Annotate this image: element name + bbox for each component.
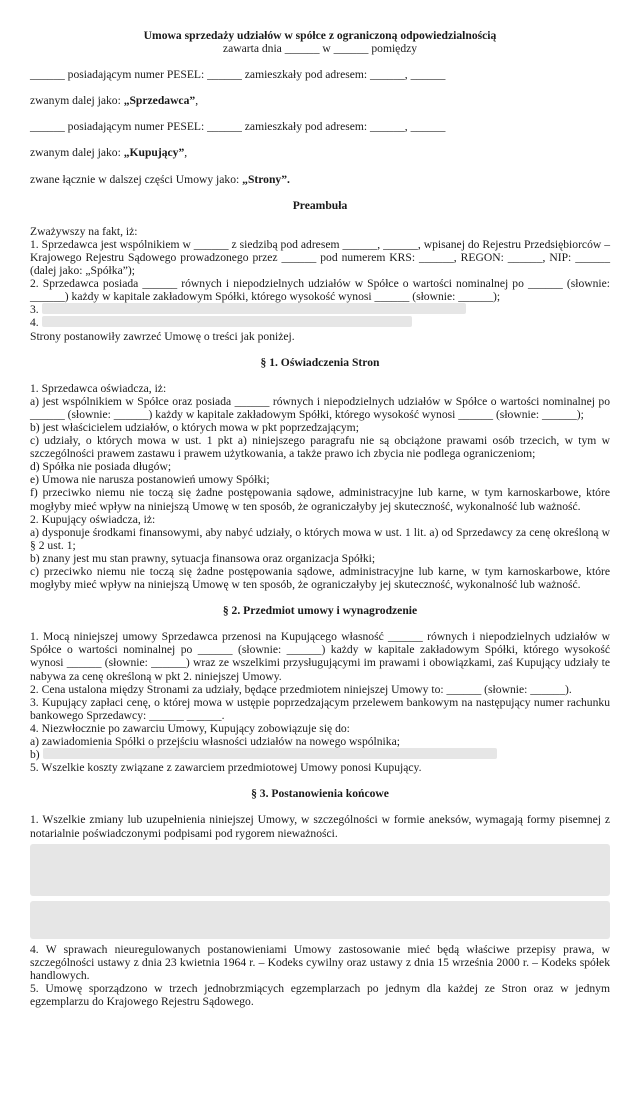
- section-1-body: [30, 382, 610, 592]
- section-3-body: [30, 813, 610, 1008]
- section-2-line: 1. Mocą niniejszej umowy Sprzedawca przenosi na Kupującego własność ______ równych i niepodzielnych udziałów w Spółce o wartości nominalnej po ______ (słownie: ______) każdy w kapitale zakładowym Spółki, którego wysokość wynosi ______ (słownie: ______) wraz ze wszelkimi przysługującymi im prawami i obowiązkami, zaś Kupujący udziały te nabywa za cenę określoną w pkt 2. niniejszej Umowy.: [30, 630, 610, 683]
- section-1-line: b) znany jest mu stan prawny, sytuacja finansowa oraz organizacja Spółki;: [30, 551, 376, 565]
- buyer-details: ______ posiadającym numer PESEL: ______ zamieszkały pod adresem: ______, ______: [30, 120, 446, 134]
- section-2-heading: § 2. Przedmiot umowy i wynagrodzenie: [222, 604, 418, 618]
- seller-designation: zwanym dalej jako: „Sprzedawca”,: [30, 94, 199, 108]
- buyer-designation: zwanym dalej jako: „Kupujący”,: [30, 146, 188, 160]
- section-1-line: a) jest wspólnikiem w Spółce oraz posiada ______ równych i niepodzielnych udziałów w Spółce o wartości nominalnej po ______ (słownie: ______) każdy w kapitale zakładowym Spółki, którego wysokość wynosi ______ (słownie: ______);: [30, 394, 610, 421]
- redacted-block: [30, 901, 610, 939]
- section-1-line: c) udziały, o których mowa w ust. 1 pkt a) niniejszego paragrafu nie są obciążone prawami osób trzecich, w tym w szczególności prawem zastawu i prawem użytkowania, a także prawo ich zbycia nie podlega ograniczeniom;: [30, 434, 610, 461]
- redacted-text: [42, 303, 466, 314]
- section-1-line: e) Umowa nie narusza postanowień umowy Spółki;: [30, 473, 270, 487]
- section-2-line: 3. Kupujący zapłaci cenę, o której mowa w ustępie poprzedzającym przelewem bankowym na następujący numer rachunku bankowego Sprzedawcy: ______ ______.: [30, 695, 610, 722]
- preamble-item-1: 1. Sprzedawca jest wspólnikiem w ______ z siedzibą pod adresem ______, ______, wpisanej do Rejestru Przedsiębiorców – Krajowego Rejestru Sądowego prowadzonego przez ______ pod numerem KRS: ______, REGON: ______, NIP: ______ (dalej jako: „Spółka”);: [30, 237, 610, 278]
- document-subtitle: zawarta dnia ______ w ______ pomiędzy: [222, 42, 418, 56]
- section-1-line: a) dysponuje środkami finansowymi, aby nabyć udziały, o których mowa w ust. 1 lit. a) od Sprzedawcy za cenę określoną w § 2 ust. 1;: [30, 525, 610, 552]
- preamble-item-3: 3.: [30, 303, 610, 316]
- seller-details: ______ posiadającym numer PESEL: ______ zamieszkały pod adresem: ______, ______: [30, 68, 446, 82]
- redacted-text: [42, 316, 412, 327]
- redacted-text: [43, 748, 497, 759]
- section-2-body: [30, 630, 610, 774]
- parties-designation: zwane łącznie w dalszej części Umowy jako: „Strony”.: [30, 172, 290, 186]
- section-1-line: d) Spółka nie posiada długów;: [30, 460, 172, 474]
- section-1-line: 1. Sprzedawca oświadcza, iż:: [30, 381, 167, 395]
- section-2-line: 2. Cena ustalona między Stronami za udziały, będące przedmiotem niniejszej Umowy to: ______ (słownie: ______).: [30, 682, 572, 696]
- document-title: Umowa sprzedaży udziałów w spółce z ograniczoną odpowiedzialnością: [143, 29, 497, 42]
- preamble-heading: Preambuła: [292, 198, 348, 212]
- preamble-item-4: 4.: [30, 316, 610, 329]
- section-3-line: 1. Wszelkie zmiany lub uzupełnienia niniejszej Umowy, w szczególności w formie aneksów, wymagają formy pisemnej z notarialnie poświadczonymi podpisami pod rygorem nieważności.: [30, 813, 610, 840]
- preamble-intro: Zważywszy na fakt, iż:: [30, 224, 138, 238]
- section-3-line: 4. W sprawach nieuregulowanych postanowieniami Umowy zastosowanie mieć będą właściwe przepisy prawa, w szczególności ustawy z dnia 23 kwietnia 1964 r. – Kodeks cywilny oraz ustawy z dnia 15 września 2000 r. – Kodeks spółek handlowych.: [30, 942, 610, 982]
- seller-term: „Sprzedawca”: [123, 94, 196, 108]
- document: [30, 29, 610, 1008]
- section-2-line: a) zawiadomienia Spółki o przejściu własności udziałów na nowego wspólnika;: [30, 735, 400, 749]
- section-3-line: 5. Umowę sporządzono w trzech jednobrzmiących egzemplarzach po jednym dla każdej ze Stron oraz w jednym egzemplarzu do Krajowego Rejestru Sądowego.: [30, 981, 610, 1008]
- section-1-line: 2. Kupujący oświadcza, iż:: [30, 512, 156, 526]
- section-3-heading: § 3. Postanowienia końcowe: [251, 787, 389, 801]
- section-1-line: b) jest właścicielem udziałów, o których mowa w pkt poprzedzającym;: [30, 420, 359, 434]
- buyer-term: „Kupujący”: [123, 146, 185, 160]
- preamble-closing: Strony postanowiły zawrzeć Umowę o treści jak poniżej.: [30, 329, 295, 343]
- section-2-line: 4. Niezwłocznie po zawarciu Umowy, Kupujący zobowiązuje się do:: [30, 721, 350, 735]
- section-2-line: 5. Wszelkie koszty związane z zawarciem przedmiotowej Umowy ponosi Kupujący.: [30, 761, 422, 775]
- redacted-block: [30, 844, 610, 896]
- section-1-line: f) przeciwko niemu nie toczą się żadne postępowania sądowe, administracyjne lub karne, w tym karnoskarbowe, które mogłyby mieć wpływ na niniejszą Umowę w ten sposób, że ograniczałyby jej skuteczność, wykonalność lub ważność.: [30, 486, 610, 513]
- preamble-item-2: 2. Sprzedawca posiada ______ równych i niepodzielnych udziałów w Spółce o wartości nominalnej po ______ (słownie: ______) każdy w kapitale zakładowym Spółki, którego wysokość wynosi ______ (słownie: ______);: [30, 277, 610, 304]
- section-1-line: c) przeciwko niemu nie toczą się żadne postępowania sądowe, administracyjne lub karne, w tym karnoskarbowe, które mogłyby mieć wpływ na niniejszą Umowę w ten sposób, że ograniczałyby jej skuteczność, wykonalność lub ważność.: [30, 565, 610, 592]
- section-1-heading: § 1. Oświadczenia Stron: [260, 355, 380, 369]
- section-2-line-b: b): [30, 748, 610, 761]
- parties-term: „Strony”.: [242, 172, 290, 186]
